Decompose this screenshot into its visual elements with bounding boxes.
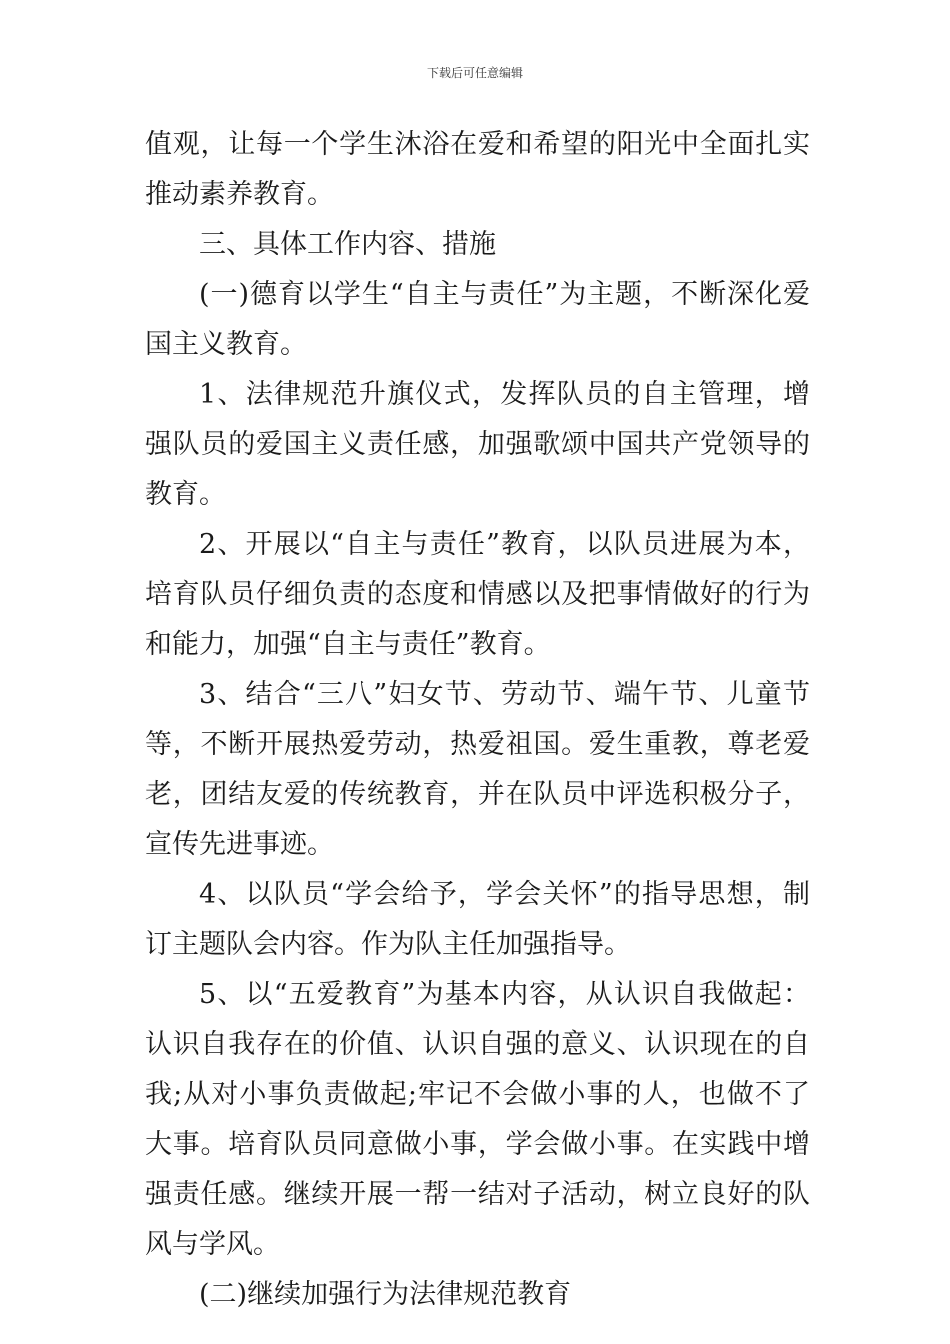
list-item: 2、开展以“自主与责任”教育，以队员进展为本，培育队员仔细负责的态度和情感以及把事情做好的行为和能力，加强“自主与责任”教育。 <box>145 529 810 660</box>
list-item: 4、以队员“学会给予，学会关怀”的指导思想，制订主题队会内容。作为队主任加强指导。 <box>145 879 810 960</box>
subsection-heading: (二)继续加强行为法律规范教育 <box>199 1279 572 1310</box>
subsection-heading: (一)德育以学生“自主与责任”为主题，不断深化爱国主义教育。 <box>145 279 810 360</box>
list-item: 1、法律规范升旗仪式，发挥队员的自主管理，增强队员的爱国主义责任感，加强歌颂中国共产党领导的教育。 <box>145 379 810 510</box>
list-item: 3、结合“三八”妇女节、劳动节、端午节、儿童节等，不断开展热爱劳动，热爱祖国。爱生重教，尊老爱老，团结友爱的传统教育，并在队员中评选积极分子，宣传先进事迹。 <box>145 679 810 860</box>
document-body <box>145 120 810 1320</box>
section-heading: 三、具体工作内容、措施 <box>199 229 496 260</box>
list-item: 5、以“五爱教育”为基本内容，从认识自我做起：认识自我存在的价值、认识自强的意义、认识现在的自我;从对小事负责做起;牢记不会做小事的人，也做不了大事。培育队员同意做小事，学会做小事。在实践中增强责任感。继续开展一帮一结对子活动，树立良好的队风与学风。 <box>145 979 810 1260</box>
paragraph-continuation: 值观，让每一个学生沐浴在爱和希望的阳光中全面扎实推动素养教育。 <box>145 129 810 210</box>
page-header: 下载后可任意编辑 <box>426 66 523 80</box>
